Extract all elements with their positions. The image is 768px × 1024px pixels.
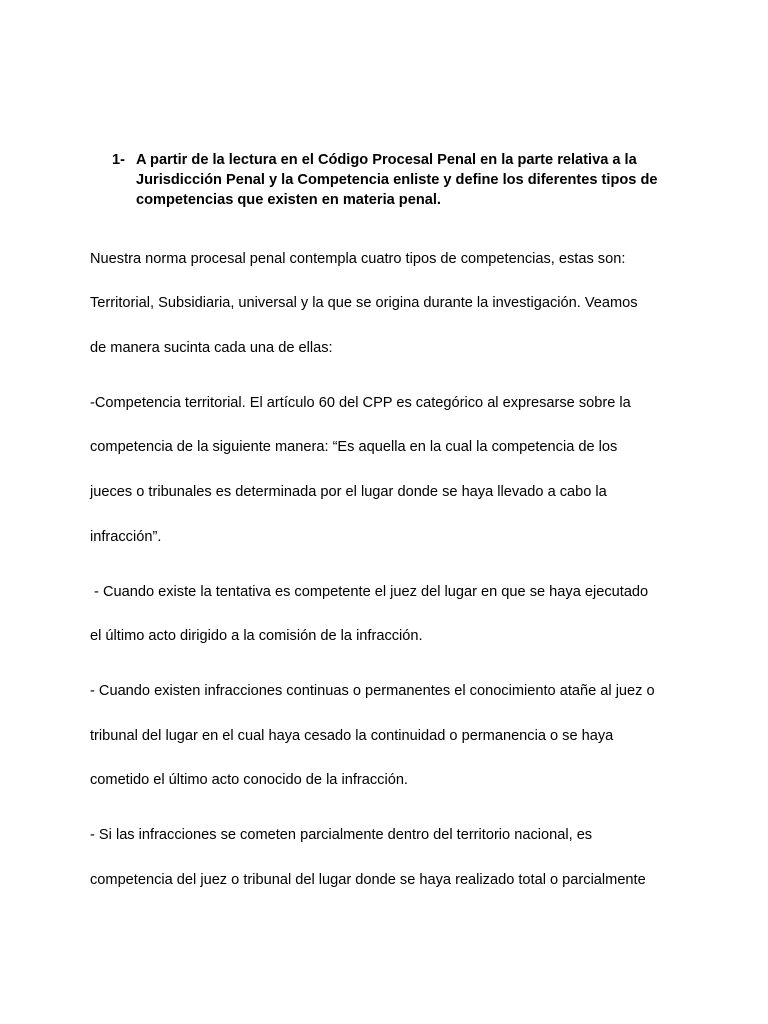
paragraph-line: competencia de la siguiente manera: “Es aquella en la cual la competencia de los bbox=[90, 439, 618, 455]
paragraph-line: de manera sucinta cada una de ellas: bbox=[90, 340, 333, 356]
question-text: A partir de la lectura en el Código Procesal Penal en la parte relativa a la Jurisdicción Penal y la Competencia enliste y define los diferentes tipos de competencias que existen en materia penal. bbox=[136, 152, 658, 208]
paragraph-line: infracción”. bbox=[90, 529, 162, 545]
question-number: 1- bbox=[112, 152, 125, 168]
paragraph-line: competencia del juez o tribunal del lugar donde se haya realizado total o parcialmente bbox=[90, 872, 646, 888]
paragraph-line: jueces o tribunales es determinada por el lugar donde se haya llevado a cabo la bbox=[90, 484, 607, 500]
question-item bbox=[112, 150, 692, 210]
paragraph-line: - Si las infracciones se cometen parcialmente dentro del territorio nacional, es bbox=[90, 827, 593, 843]
paragraph-line: -Competencia territorial. El artículo 60 del CPP es categórico al expresarse sobre la bbox=[90, 395, 631, 411]
paragraph-line: tribunal del lugar en el cual haya cesado la continuidad o permanencia o se haya bbox=[90, 728, 614, 744]
paragraph-line: el último acto dirigido a la comisión de la infracción. bbox=[90, 628, 423, 644]
paragraph-line: Territorial, Subsidiaria, universal y la que se origina durante la investigación. Veamos bbox=[90, 295, 638, 311]
paragraph-line: Nuestra norma procesal penal contempla cuatro tipos de competencias, estas son: bbox=[90, 251, 626, 267]
paragraph-line: - Cuando existen infracciones continuas o permanentes el conocimiento atañe al juez o bbox=[90, 683, 655, 699]
paragraph-line: - Cuando existe la tentativa es competente el juez del lugar en que se haya ejecutado bbox=[90, 584, 649, 600]
paragraph-line: cometido el último acto conocido de la infracción. bbox=[90, 772, 408, 788]
